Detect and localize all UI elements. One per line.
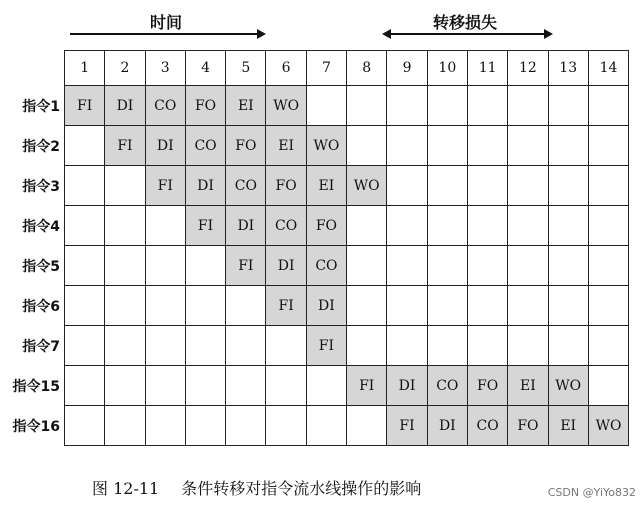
stage-cell: FI [65, 86, 105, 126]
empty-cell [307, 366, 347, 406]
empty-cell [549, 86, 589, 126]
row-label: 指令1 [22, 99, 60, 115]
empty-cell [468, 326, 508, 366]
row-label: 指令3 [22, 179, 60, 195]
stage-cell: DI [387, 366, 427, 406]
empty-cell [589, 246, 629, 286]
empty-cell [186, 326, 226, 366]
empty-cell [347, 286, 387, 326]
stage-cell: FI [105, 126, 145, 166]
empty-cell [468, 126, 508, 166]
stage-cell: FI [186, 206, 226, 246]
empty-cell [347, 126, 387, 166]
empty-cell [508, 246, 548, 286]
stage-cell: FO [307, 206, 347, 246]
stage-cell: DI [266, 246, 306, 286]
stage-cell: FI [387, 406, 427, 446]
empty-cell [428, 86, 468, 126]
empty-cell [508, 126, 548, 166]
empty-cell [347, 326, 387, 366]
empty-cell [266, 366, 306, 406]
empty-cell [226, 326, 266, 366]
empty-cell [549, 246, 589, 286]
empty-cell [589, 206, 629, 246]
empty-cell [387, 326, 427, 366]
stage-cell: CO [146, 86, 186, 126]
empty-cell [65, 286, 105, 326]
empty-cell [105, 406, 145, 446]
empty-cell [387, 126, 427, 166]
stage-cell: FI [347, 366, 387, 406]
empty-cell [105, 366, 145, 406]
empty-cell [387, 86, 427, 126]
empty-cell [508, 166, 548, 206]
empty-cell [186, 246, 226, 286]
empty-cell [589, 326, 629, 366]
stage-cell: FO [266, 166, 306, 206]
stage-cell: FO [226, 126, 266, 166]
empty-cell [428, 326, 468, 366]
empty-cell [387, 166, 427, 206]
empty-cell [105, 286, 145, 326]
stage-cell: DI [186, 166, 226, 206]
empty-cell [549, 286, 589, 326]
empty-cell [65, 246, 105, 286]
stage-cell: WO [549, 366, 589, 406]
empty-cell [549, 126, 589, 166]
column-header-11: 11 [468, 51, 508, 86]
empty-cell [65, 406, 105, 446]
stage-cell: FO [468, 366, 508, 406]
empty-cell [105, 166, 145, 206]
row-label: 指令7 [22, 339, 60, 355]
row-label: 指令4 [22, 219, 60, 235]
empty-cell [589, 366, 629, 406]
empty-cell [146, 206, 186, 246]
row-label: 指令16 [12, 419, 60, 435]
empty-cell [428, 126, 468, 166]
row-label: 指令6 [22, 299, 60, 315]
empty-cell [468, 206, 508, 246]
stage-cell: WO [347, 166, 387, 206]
stage-cell: CO [186, 126, 226, 166]
stage-cell: CO [468, 406, 508, 446]
empty-cell [549, 166, 589, 206]
stage-cell: CO [307, 246, 347, 286]
empty-cell [428, 166, 468, 206]
empty-cell [186, 286, 226, 326]
empty-cell [146, 366, 186, 406]
time-header-label: 时间 [150, 13, 183, 32]
row-label: 指令2 [22, 139, 60, 155]
empty-cell [146, 286, 186, 326]
empty-cell [347, 206, 387, 246]
empty-cell [146, 246, 186, 286]
stage-cell: WO [307, 126, 347, 166]
empty-cell [549, 326, 589, 366]
empty-cell [65, 326, 105, 366]
stage-cell: FO [508, 406, 548, 446]
empty-cell [226, 366, 266, 406]
column-header-10: 10 [428, 51, 468, 86]
stage-cell: FI [226, 246, 266, 286]
empty-cell [468, 286, 508, 326]
empty-cell [266, 326, 306, 366]
empty-cell [428, 206, 468, 246]
empty-cell [347, 406, 387, 446]
empty-cell [549, 206, 589, 246]
empty-cell [589, 86, 629, 126]
empty-cell [226, 286, 266, 326]
empty-cell [387, 286, 427, 326]
empty-cell [589, 126, 629, 166]
empty-cell [146, 326, 186, 366]
empty-cell [266, 406, 306, 446]
empty-cell [428, 246, 468, 286]
stage-cell: DI [226, 206, 266, 246]
empty-cell [307, 406, 347, 446]
stage-cell: DI [146, 126, 186, 166]
empty-cell [589, 166, 629, 206]
column-header-6: 6 [266, 51, 306, 86]
empty-cell [468, 246, 508, 286]
empty-cell [508, 286, 548, 326]
stage-cell: FI [307, 326, 347, 366]
column-header-4: 4 [186, 51, 226, 86]
empty-cell [468, 166, 508, 206]
empty-cell [307, 86, 347, 126]
column-header-3: 3 [146, 51, 186, 86]
column-header-14: 14 [589, 51, 629, 86]
stage-cell: FI [266, 286, 306, 326]
watermark: CSDN @YiYo832 [547, 486, 636, 499]
empty-cell [589, 286, 629, 326]
pipeline-grid [64, 50, 629, 446]
stage-cell: DI [105, 86, 145, 126]
stage-cell: WO [589, 406, 629, 446]
empty-cell [347, 246, 387, 286]
empty-cell [186, 406, 226, 446]
empty-cell [508, 86, 548, 126]
stage-cell: FI [146, 166, 186, 206]
time-arrow [70, 33, 258, 35]
row-label: 指令5 [22, 259, 60, 275]
stage-cell: CO [226, 166, 266, 206]
column-header-5: 5 [226, 51, 266, 86]
empty-cell [428, 286, 468, 326]
empty-cell [146, 406, 186, 446]
column-header-2: 2 [105, 51, 145, 86]
empty-cell [387, 206, 427, 246]
empty-cell [65, 166, 105, 206]
empty-cell [508, 326, 548, 366]
empty-cell [347, 86, 387, 126]
empty-cell [186, 366, 226, 406]
column-header-12: 12 [508, 51, 548, 86]
empty-cell [65, 126, 105, 166]
figure-caption [92, 476, 421, 499]
figure-number: 图 12-11 [92, 479, 160, 498]
stage-cell: EI [226, 86, 266, 126]
stage-cell: WO [266, 86, 306, 126]
row-label: 指令15 [12, 379, 60, 395]
column-header-9: 9 [387, 51, 427, 86]
stage-cell: FO [186, 86, 226, 126]
column-header-7: 7 [307, 51, 347, 86]
branch-loss-header-label: 转移损失 [433, 13, 498, 32]
stage-cell: DI [428, 406, 468, 446]
stage-cell: EI [266, 126, 306, 166]
branch-loss-arrow [390, 33, 545, 35]
column-header-1: 1 [65, 51, 105, 86]
empty-cell [65, 366, 105, 406]
empty-cell [508, 206, 548, 246]
empty-cell [65, 206, 105, 246]
column-header-13: 13 [549, 51, 589, 86]
stage-cell: CO [428, 366, 468, 406]
empty-cell [105, 206, 145, 246]
empty-cell [387, 246, 427, 286]
empty-cell [105, 326, 145, 366]
stage-cell: DI [307, 286, 347, 326]
column-header-8: 8 [347, 51, 387, 86]
figure-title: 条件转移对指令流水线操作的影响 [181, 479, 422, 498]
empty-cell [468, 86, 508, 126]
stage-cell: EI [549, 406, 589, 446]
stage-cell: EI [307, 166, 347, 206]
stage-cell: EI [508, 366, 548, 406]
empty-cell [226, 406, 266, 446]
stage-cell: CO [266, 206, 306, 246]
empty-cell [105, 246, 145, 286]
